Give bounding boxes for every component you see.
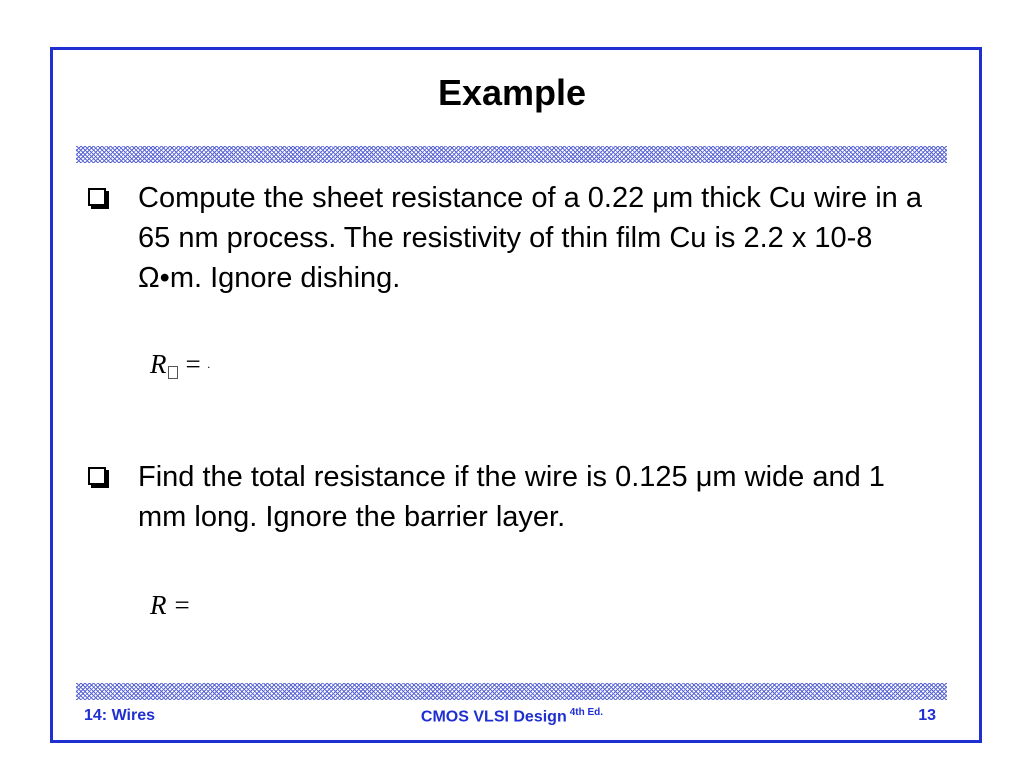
footer-course-name: CMOS VLSI Design [420, 708, 567, 726]
footer-section: 14: Wires [84, 707, 155, 724]
formula-variable: R [150, 349, 167, 379]
checkbox-bullet-icon [88, 467, 106, 485]
checkbox-bullet-icon [88, 188, 106, 206]
title-divider [76, 146, 947, 163]
total-resistance-formula [150, 590, 190, 621]
formula-variable: R [150, 590, 167, 620]
footer-divider [76, 683, 947, 700]
sheet-resistance-formula [150, 349, 211, 380]
page-number: 13 [918, 707, 936, 724]
formula-equals: = [185, 349, 201, 379]
bullet-text: Compute the sheet resistance of a 0.22 μm thick Cu wire in a 65 nm process. The resistivity of thin film Cu is 2.2 x 10-8 Ω•m. Ignore dishing. [138, 182, 922, 294]
slide-title: Example [437, 72, 587, 113]
square-subscript-icon [168, 366, 178, 379]
footer-edition: 4th Ed. [569, 707, 604, 718]
footer-course-title [0, 707, 1024, 726]
formula-tail: · [206, 360, 211, 374]
bullet-text: Find the total resistance if the wire is 0.125 μm wide and 1 mm long. Ignore the barrier layer. [138, 461, 885, 533]
formula-equals: = [174, 590, 190, 620]
